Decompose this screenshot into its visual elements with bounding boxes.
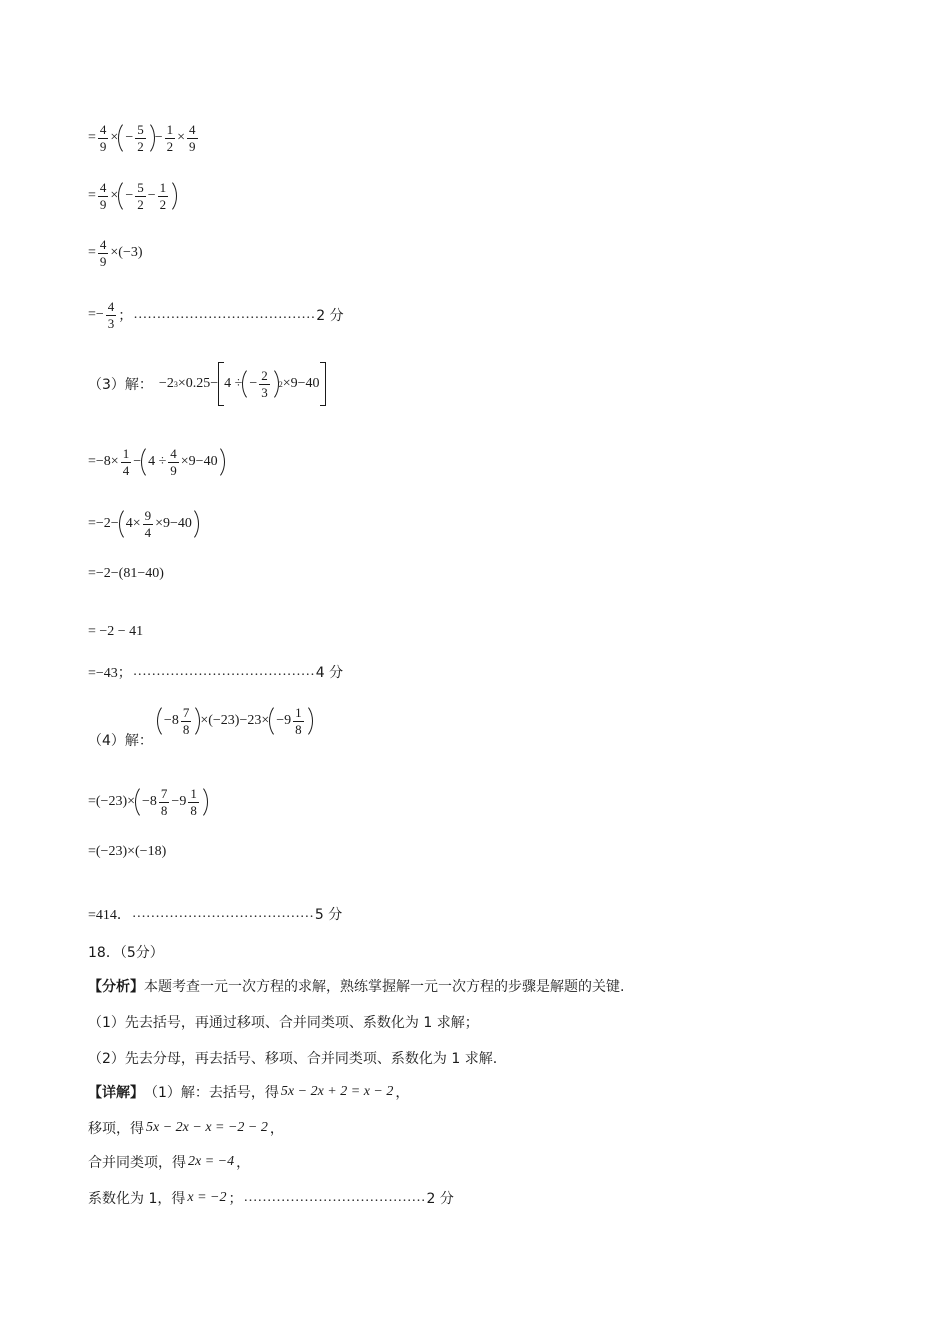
equation-3: 2x = −4 [188, 1154, 235, 1169]
detail-tag: 【详解】 [88, 1085, 144, 1101]
part-3-label: （3）解： [88, 377, 153, 394]
equation-1: 5x − 2x + 2 = x − 2 [280, 1084, 394, 1099]
analysis-text: 本题考查一元一次方程的求解，熟练掌握解一元一次方程的步骤是解题的关键. [144, 979, 625, 995]
equation-2: 5x − 2x − x = −2 − 2 [146, 1120, 268, 1135]
part-4-step-1: =(−23)× −8 $\frac{7}{8}$ −9 $\frac{1}{8}$ [88, 784, 208, 820]
part-3-step-5: =−43； ………………………………… 4 分 [88, 664, 344, 681]
part-3-score: 4 分 [315, 665, 344, 681]
step-4-score: 2 分 [316, 308, 344, 325]
detail-intro: （1）解：去括号，得 [144, 1085, 279, 1101]
q18-hint-1: （1）先去括号，再通过移项、合并同类项、系数化为 1 求解； [88, 1015, 479, 1031]
part-3-step-4: = −2 − 41 [88, 624, 144, 639]
part-3-step-3: =−2−(81−40) [88, 566, 164, 581]
step-1: = $\frac{4}{9}$ × − $\frac{5}{2}$ − $\frac{1}{2}$ × $\frac{4}{9}$ [88, 120, 200, 156]
q18-hint-2: （2）先去分母，再去括号、移项、合并同类项、系数化为 1 求解. [88, 1051, 498, 1067]
step-4: =− $\frac{4}{3}$ ； ………………………………… 2 分 [88, 299, 344, 331]
part-4-label: （4）解： [88, 733, 153, 749]
part-4: （4）解： −8 $\frac{7}{8}$ ×(−23)−23× −9 $\frac{1}{8}$ [88, 702, 313, 750]
q18-detail: 【详解】 （1）解：去括号，得 5x − 2x + 2 = x − 2 ， [88, 1084, 410, 1101]
part-4-score: 5 分 [314, 907, 343, 923]
analysis-tag: 【分析】 [88, 979, 144, 995]
q18-score: 2 分 [426, 1191, 454, 1207]
step-2: = $\frac{4}{9}$ × − $\frac{5}{2}$ − $\frac{1}{2}$ [88, 178, 177, 214]
q18-analysis [88, 976, 624, 996]
part-3-step-1: =−8× $\frac{1}{4}$ − 4 ÷ $\frac{4}{9}$ ×9−40 [88, 444, 225, 480]
step-3: = $\frac{4}{9}$ ×(−3) [88, 237, 143, 269]
q18-combine: 合并同类项，得 2x = −4 ， [88, 1154, 251, 1171]
q18-coef: 系数化为 1，得 x = −2 ； ………………………………… 2 分 [88, 1190, 454, 1207]
q18-number: 18．（5分） [88, 945, 164, 961]
equation-4: x = −2 [187, 1190, 227, 1205]
part-4-step-3: =414． ………………………………… 5 分 [88, 906, 343, 923]
part-3: （3）解： −2 3 ×0.25− 4 ÷ − $\frac{2}{3}$ 2 ×9−40 [88, 362, 326, 406]
part-4-step-2: =(−23)×(−18) [88, 844, 167, 859]
part-3-step-2: =−2− 4× $\frac{9}{4}$ ×9−40 [88, 506, 199, 542]
q18-move: 移项，得 5x − 2x − x = −2 − 2 ， [88, 1120, 284, 1137]
